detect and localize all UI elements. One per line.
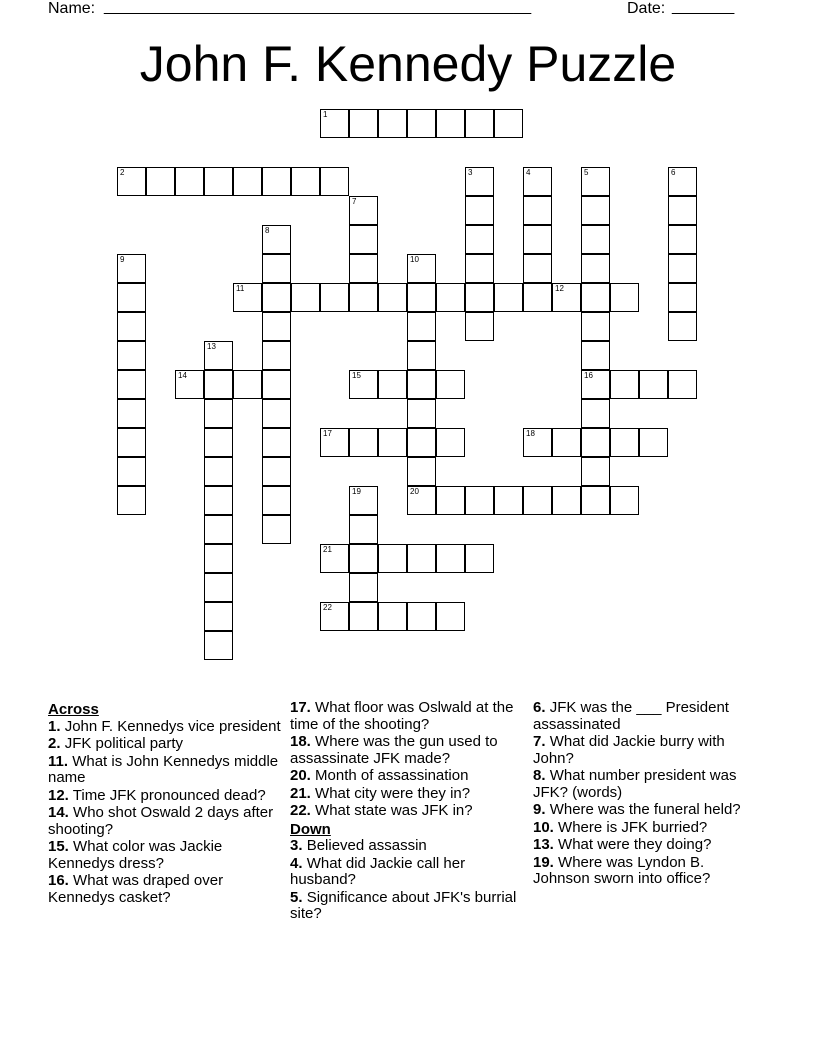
clue-number-5: 5 [584,168,589,177]
grid-cell[interactable] [204,341,233,370]
grid-cell[interactable] [262,515,291,544]
grid-cell[interactable] [581,225,610,254]
grid-cell[interactable] [291,167,320,196]
grid-cell[interactable] [465,167,494,196]
grid-cell[interactable] [407,399,436,428]
clue-across-18: 18. Where was the gun used to assassinate JFK made? [290,733,498,767]
clue-number-18: 18 [526,429,535,438]
clue-down-4: 4. What did Jackie call her husband? [290,854,466,888]
clue-column-3 [533,700,763,889]
clue-across-11: 11. What is John Kennedys middle name [48,752,279,786]
grid-cell[interactable] [320,283,349,312]
grid-cell[interactable] [436,283,465,312]
grid-cell[interactable] [465,196,494,225]
grid-cell[interactable] [262,283,291,312]
grid-cell[interactable] [175,370,204,399]
grid-cell[interactable] [349,283,378,312]
clue-across-12: 12. Time JFK pronounced dead? [48,786,266,804]
clue-number-12: 12 [555,284,564,293]
page-title: John F. Kennedy Puzzle [139,36,677,92]
grid-cell[interactable] [581,428,610,457]
clue-number-3: 3 [468,168,473,177]
grid-cell[interactable] [407,254,436,283]
grid-cell[interactable] [523,486,552,515]
grid-cell[interactable] [436,486,465,515]
grid-cell[interactable] [349,573,378,602]
grid-cell[interactable] [349,428,378,457]
grid-cell[interactable] [407,283,436,312]
grid-cell[interactable] [320,109,349,138]
grid-cell[interactable] [146,167,175,196]
grid-cell[interactable] [407,544,436,573]
clue-down-9: 9. Where was the funeral held? [533,801,741,818]
grid-cell[interactable] [668,196,697,225]
grid-cell[interactable] [204,515,233,544]
clue-across-20: 20. Month of assassination [290,767,469,784]
clue-number-8: 8 [265,226,270,235]
grid-cell[interactable] [378,109,407,138]
grid-cell[interactable] [610,428,639,457]
grid-cell[interactable] [262,370,291,399]
clue-number-21: 21 [323,545,332,554]
grid-cell[interactable] [668,283,697,312]
grid-cell[interactable] [610,283,639,312]
grid-cell[interactable] [581,341,610,370]
grid-cell[interactable] [436,370,465,399]
across-heading: Across [48,701,99,718]
grid-cell[interactable] [436,602,465,631]
grid-cell[interactable] [349,254,378,283]
clue-number-7: 7 [352,197,357,206]
grid-cell[interactable] [494,109,523,138]
grid-cell[interactable] [117,283,146,312]
clue-number-16: 16 [584,371,593,380]
grid-cell[interactable] [262,254,291,283]
grid-cell[interactable] [204,602,233,631]
grid-cell[interactable] [233,167,262,196]
grid-cell[interactable] [117,312,146,341]
grid-cell[interactable] [639,428,668,457]
grid-cell[interactable] [581,283,610,312]
grid-cell[interactable] [204,370,233,399]
grid-cell[interactable] [349,225,378,254]
grid-cell[interactable] [407,486,436,515]
grid-cell[interactable] [262,167,291,196]
clue-number-10: 10 [410,255,419,264]
grid-cell[interactable] [523,167,552,196]
clue-across-21: 21. What city were they in? [290,784,471,802]
grid-cell[interactable] [523,428,552,457]
grid-cell[interactable] [204,167,233,196]
grid-cell[interactable] [668,225,697,254]
grid-cell[interactable] [407,109,436,138]
name-field: ________________________________________________ [104,0,532,15]
clue-down-5: 5. Significance about JFK's burrial site? [290,888,517,922]
name-label: Name: [48,0,96,17]
grid-cell[interactable] [436,544,465,573]
grid-cell[interactable] [262,457,291,486]
grid-cell[interactable] [523,196,552,225]
clue-down-10: 10. Where is JFK burried? [533,818,708,836]
grid-cell[interactable] [204,399,233,428]
clue-across-15: 15. What color was Jackie Kennedys dress? [48,838,223,872]
grid-cell[interactable] [117,399,146,428]
grid-cell[interactable] [378,544,407,573]
grid-cell[interactable] [349,544,378,573]
grid-cell[interactable] [436,109,465,138]
grid-cell[interactable] [668,312,697,341]
grid-cell[interactable] [523,225,552,254]
grid-cell[interactable] [233,370,262,399]
grid-cell[interactable] [233,283,262,312]
clue-down-8: 8. What number president was JFK? (words) [533,767,737,801]
grid-cell[interactable] [262,312,291,341]
grid-cell[interactable] [204,457,233,486]
clue-number-19: 19 [352,487,361,496]
grid-cell[interactable] [581,167,610,196]
date-field: _______ [672,0,735,15]
grid-cell[interactable] [349,602,378,631]
clue-across-2: 2. JFK political party [48,735,184,752]
grid-cell[interactable] [465,225,494,254]
clue-across-17: 17. What floor was Oslwald at the time of the shooting? [290,699,514,733]
clue-number-20: 20 [410,487,419,496]
grid-cell[interactable] [378,602,407,631]
grid-cell[interactable] [523,283,552,312]
grid-cell[interactable] [117,167,146,196]
clue-number-6: 6 [671,168,676,177]
grid-cell[interactable] [436,428,465,457]
grid-cell[interactable] [175,167,204,196]
clue-number-9: 9 [120,255,125,264]
grid-cell[interactable] [552,283,581,312]
grid-cell[interactable] [262,225,291,254]
grid-cell[interactable] [407,428,436,457]
grid-cell[interactable] [465,109,494,138]
grid-cell[interactable] [668,370,697,399]
grid-cell[interactable] [523,254,552,283]
grid-cell[interactable] [262,428,291,457]
clue-down-13: 13. What were they doing? [533,836,712,853]
clue-across-16: 16. What was draped over Kennedys casket? [48,872,224,906]
grid-cell[interactable] [465,486,494,515]
grid-cell[interactable] [204,428,233,457]
grid-cell[interactable] [204,631,233,660]
grid-cell[interactable] [349,486,378,515]
grid-cell[interactable] [320,544,349,573]
grid-cell[interactable] [668,254,697,283]
down-heading: Down [290,820,331,838]
grid-cell[interactable] [581,196,610,225]
clue-number-17: 17 [323,429,332,438]
grid-cell[interactable] [581,370,610,399]
grid-cell[interactable] [204,486,233,515]
grid-cell[interactable] [581,254,610,283]
grid-cell[interactable] [552,486,581,515]
clue-down-3: 3. Believed assassin [290,837,427,854]
clue-column-1 [48,700,283,907]
clue-across-14: 14. Who shot Oswald 2 days after shooting? [48,804,274,838]
grid-cell[interactable] [610,370,639,399]
clue-across-22: 22. What state was JFK in? [290,802,473,819]
grid-cell[interactable] [320,167,349,196]
clue-number-1: 1 [323,110,328,119]
clue-number-14: 14 [178,371,187,380]
grid-cell[interactable] [494,283,523,312]
grid-cell[interactable] [465,254,494,283]
grid-cell[interactable] [349,196,378,225]
grid-cell[interactable] [262,486,291,515]
clue-number-22: 22 [323,603,332,612]
grid-cell[interactable] [465,312,494,341]
clue-number-13: 13 [207,342,216,351]
grid-cell[interactable] [204,573,233,602]
grid-cell[interactable] [349,515,378,544]
grid-cell[interactable] [581,399,610,428]
grid-cell[interactable] [581,312,610,341]
grid-cell[interactable] [552,428,581,457]
grid-cell[interactable] [117,486,146,515]
grid-cell[interactable] [407,602,436,631]
grid-cell[interactable] [204,544,233,573]
grid-cell[interactable] [407,341,436,370]
clue-column-2 [290,700,518,924]
grid-cell[interactable] [349,370,378,399]
clue-number-11: 11 [236,284,245,293]
grid-cell[interactable] [349,109,378,138]
grid-cell[interactable] [407,312,436,341]
grid-cell[interactable] [465,283,494,312]
grid-cell[interactable] [581,486,610,515]
grid-cell[interactable] [378,283,407,312]
clue-number-4: 4 [526,168,531,177]
grid-cell[interactable] [378,428,407,457]
grid-cell[interactable] [465,544,494,573]
grid-cell[interactable] [320,602,349,631]
grid-cell[interactable] [262,341,291,370]
clue-down-7: 7. What did Jackie burry with John? [533,733,725,767]
clue-down-19: 19. Where was Lyndon B. Johnson sworn into office? [533,853,711,887]
grid-cell[interactable] [407,457,436,486]
clue-across-1: 1. John F. Kennedys vice president [48,717,281,735]
grid-cell[interactable] [262,399,291,428]
date-label: Date: [627,0,666,17]
grid-cell[interactable] [117,254,146,283]
grid-cell[interactable] [378,370,407,399]
clue-number-2: 2 [120,168,125,177]
grid-cell[interactable] [291,283,320,312]
grid-cell[interactable] [117,428,146,457]
clue-number-15: 15 [352,371,361,380]
grid-cell[interactable] [407,370,436,399]
grid-cell[interactable] [668,167,697,196]
grid-cell[interactable] [117,370,146,399]
clue-down-6: 6. JFK was the ___ President assassinated [533,699,729,733]
grid-cell[interactable] [610,486,639,515]
grid-cell[interactable] [639,370,668,399]
grid-cell[interactable] [581,457,610,486]
grid-cell[interactable] [117,341,146,370]
grid-cell[interactable] [117,457,146,486]
grid-cell[interactable] [320,428,349,457]
grid-cell[interactable] [494,486,523,515]
